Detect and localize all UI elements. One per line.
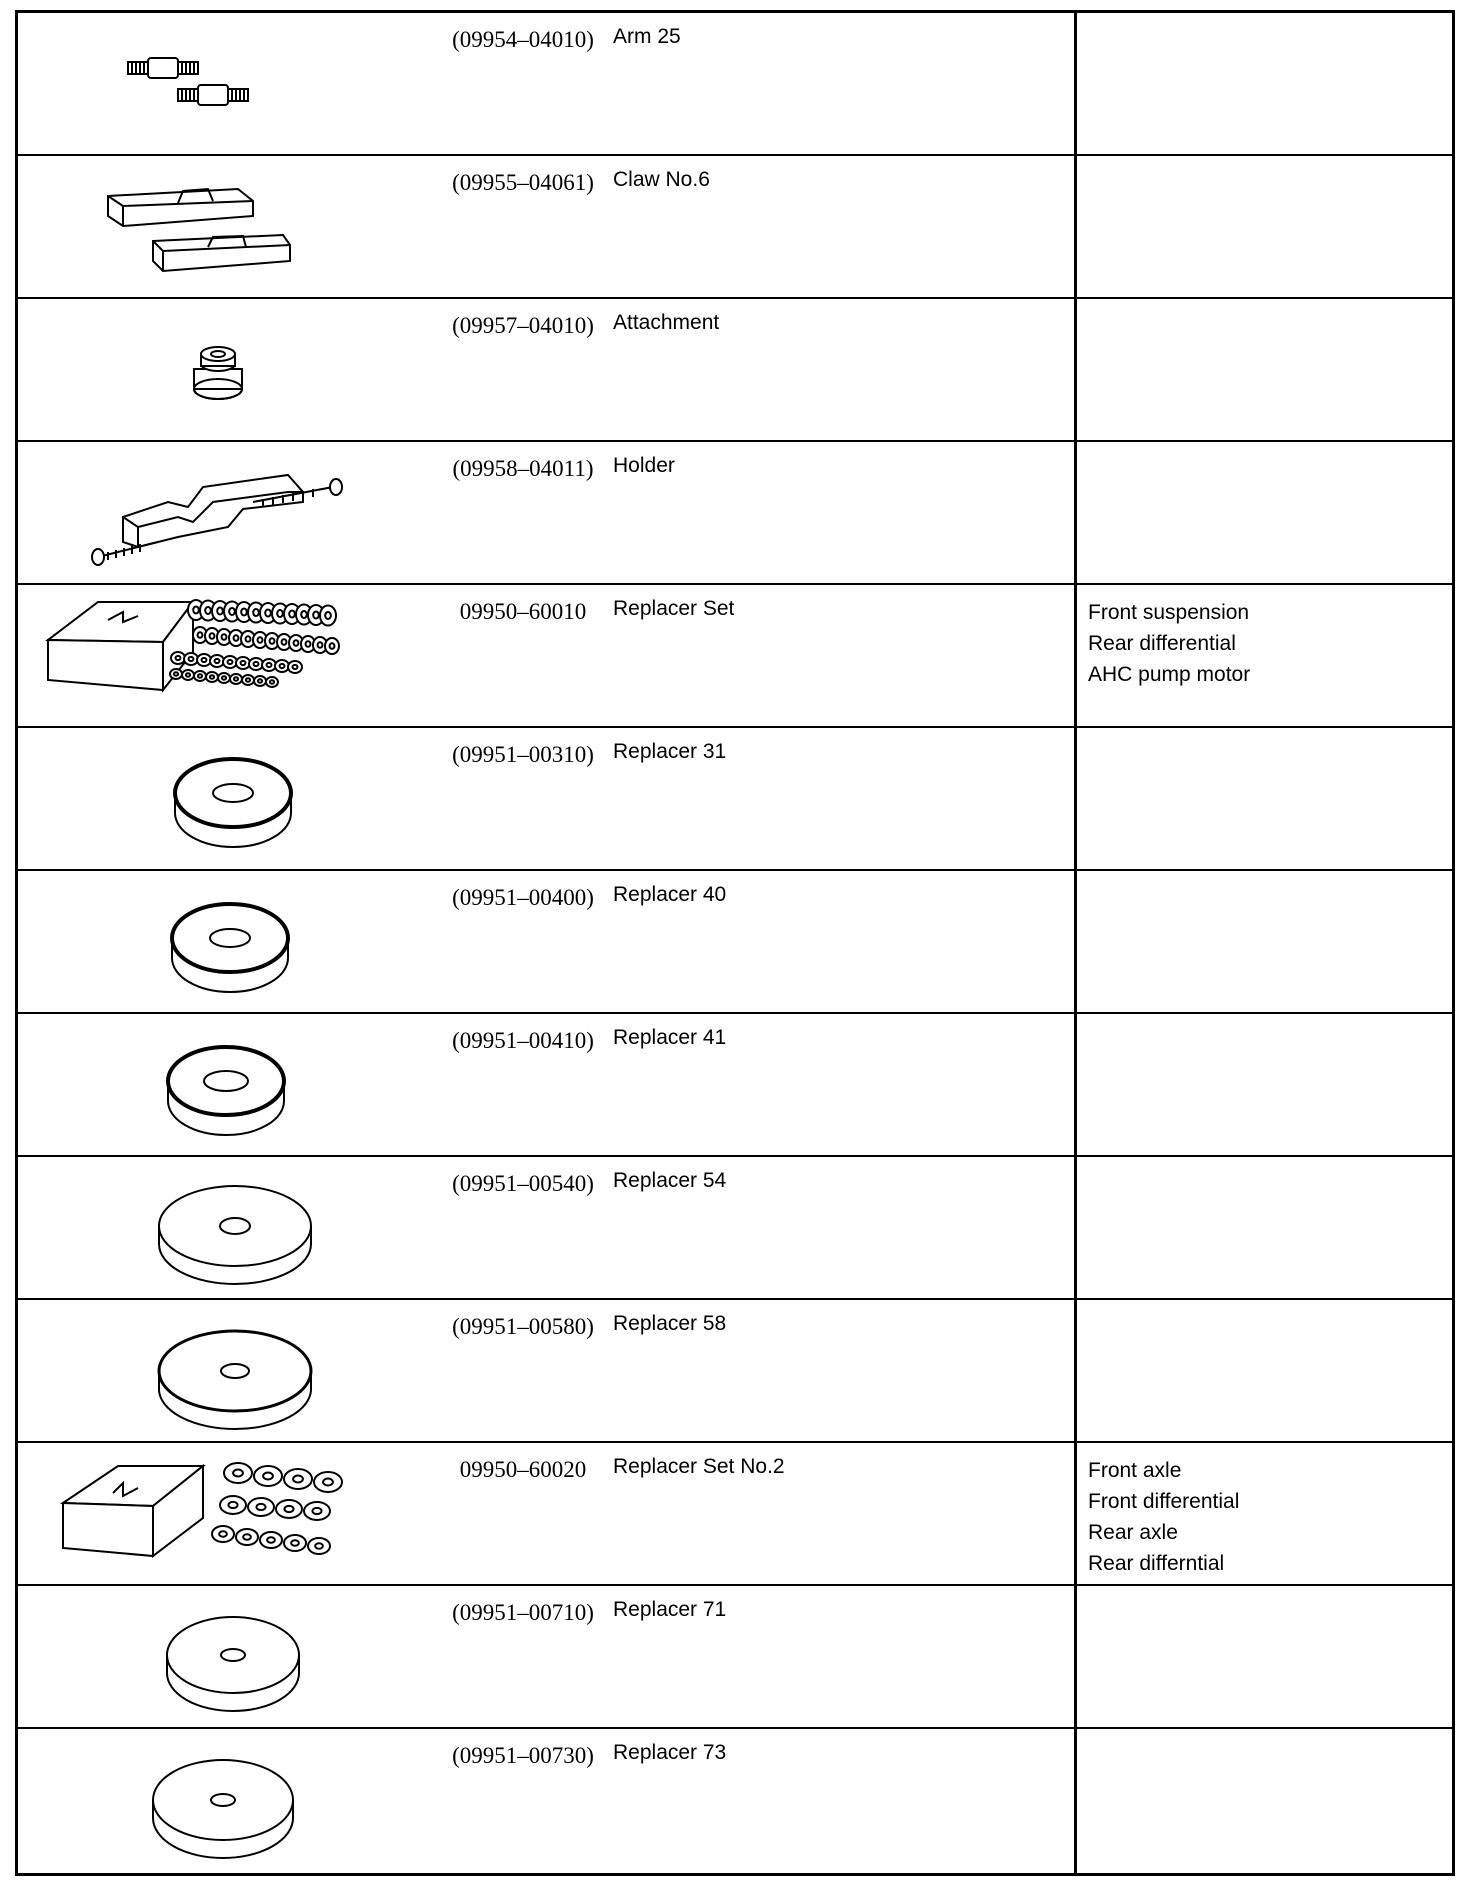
table-row xyxy=(18,13,1452,156)
replacer-disc xyxy=(220,1496,246,1514)
part-number: (09955–04061) xyxy=(452,170,594,195)
table-row xyxy=(18,585,1452,728)
arm-icon xyxy=(28,18,428,151)
table-row xyxy=(18,1157,1452,1300)
part-number: (09951–00410) xyxy=(452,1028,594,1053)
replacer-disc xyxy=(262,659,276,671)
part-name: Replacer 71 xyxy=(613,1598,727,1621)
replacer-disc xyxy=(242,675,254,685)
part-number: (09951–00310) xyxy=(452,742,594,767)
note-line: AHC pump motor xyxy=(1088,663,1251,686)
replacer-disc xyxy=(284,1469,312,1489)
part-name: Replacer Set No.2 xyxy=(613,1455,785,1478)
replacer-disc xyxy=(182,670,194,680)
replacer-disc xyxy=(223,656,237,668)
replacer-disc-icon xyxy=(28,876,428,1009)
part-number: (09957–04010) xyxy=(452,313,594,338)
table-row xyxy=(18,299,1452,442)
part-number: (09951–00710) xyxy=(452,1600,594,1625)
part-number: (09958–04011) xyxy=(452,456,594,481)
note-line: Front differential xyxy=(1088,1490,1240,1513)
part-name: Replacer Set xyxy=(613,597,735,620)
part-name: Arm 25 xyxy=(613,25,681,48)
replacer-disc xyxy=(304,1502,330,1520)
replacer-disc-icon xyxy=(28,1305,428,1438)
sst-table xyxy=(15,10,1455,1876)
replacer-disc xyxy=(275,660,289,672)
part-number: 09950–60010 xyxy=(459,599,587,624)
note-line: Rear axle xyxy=(1088,1521,1178,1544)
replacer-set-icon xyxy=(28,1448,428,1581)
part-name: Replacer 58 xyxy=(613,1312,727,1335)
attachment-icon xyxy=(28,304,428,437)
table-row xyxy=(18,1729,1452,1873)
replacer-disc xyxy=(206,672,218,682)
holder-icon xyxy=(28,447,428,580)
replacer-disc xyxy=(236,1529,258,1545)
replacer-disc xyxy=(236,657,250,669)
replacer-disc xyxy=(320,606,336,626)
replacer-disc xyxy=(197,654,211,666)
usage-notes xyxy=(1088,597,1448,690)
part-number: (09951–00540) xyxy=(452,1171,594,1196)
replacer-disc xyxy=(308,1538,330,1554)
replacer-disc xyxy=(224,1463,252,1483)
replacer-disc-icon xyxy=(28,1162,428,1295)
part-name: Attachment xyxy=(613,311,720,334)
table-row xyxy=(18,728,1452,871)
replacer-disc-icon xyxy=(28,733,428,866)
replacer-disc xyxy=(184,653,198,665)
replacer-disc xyxy=(194,671,206,681)
replacer-disc xyxy=(212,1526,234,1542)
replacer-disc xyxy=(230,674,242,684)
table-row xyxy=(18,156,1452,299)
replacer-disc-icon xyxy=(28,1019,428,1152)
note-line: Front suspension xyxy=(1088,601,1250,624)
table-row xyxy=(18,1443,1452,1586)
replacer-disc xyxy=(266,677,278,687)
table-row xyxy=(18,871,1452,1014)
replacer-disc-icon xyxy=(28,1734,428,1867)
replacer-disc xyxy=(249,658,263,670)
replacer-disc xyxy=(254,1466,282,1486)
replacer-disc xyxy=(314,1472,342,1492)
note-line: Rear differential xyxy=(1088,632,1236,655)
usage-notes xyxy=(1088,1455,1448,1579)
part-number: (09951–00400) xyxy=(452,885,594,910)
part-number: (09951–00730) xyxy=(452,1743,594,1768)
replacer-disc xyxy=(276,1500,302,1518)
replacer-disc-icon xyxy=(28,1591,428,1724)
note-line: Front axle xyxy=(1088,1459,1182,1482)
note-line: Rear differntial xyxy=(1088,1552,1225,1575)
part-name: Replacer 73 xyxy=(613,1741,727,1764)
part-name: Replacer 54 xyxy=(613,1169,727,1192)
replacer-disc xyxy=(171,652,185,664)
part-name: Replacer 40 xyxy=(613,883,727,906)
replacer-disc xyxy=(260,1532,282,1548)
replacer-disc xyxy=(210,655,224,667)
part-number: (09951–00580) xyxy=(452,1314,594,1339)
part-name: Claw No.6 xyxy=(613,168,710,191)
table-row xyxy=(18,1300,1452,1443)
replacer-disc xyxy=(284,1535,306,1551)
replacer-disc xyxy=(325,638,339,654)
part-name: Replacer 31 xyxy=(613,740,727,763)
replacer-disc xyxy=(218,673,230,683)
replacer-set-icon xyxy=(28,590,428,723)
part-number: (09954–04010) xyxy=(452,27,594,52)
claw-icon xyxy=(28,161,428,294)
part-name: Holder xyxy=(613,454,675,477)
part-name: Replacer 41 xyxy=(613,1026,727,1049)
replacer-disc xyxy=(288,661,302,673)
part-number: 09950–60020 xyxy=(459,1457,587,1482)
replacer-disc xyxy=(254,676,266,686)
replacer-disc xyxy=(248,1498,274,1516)
replacer-disc xyxy=(170,669,182,679)
table-row xyxy=(18,1014,1452,1157)
table-row xyxy=(18,1586,1452,1729)
table-row xyxy=(18,442,1452,585)
